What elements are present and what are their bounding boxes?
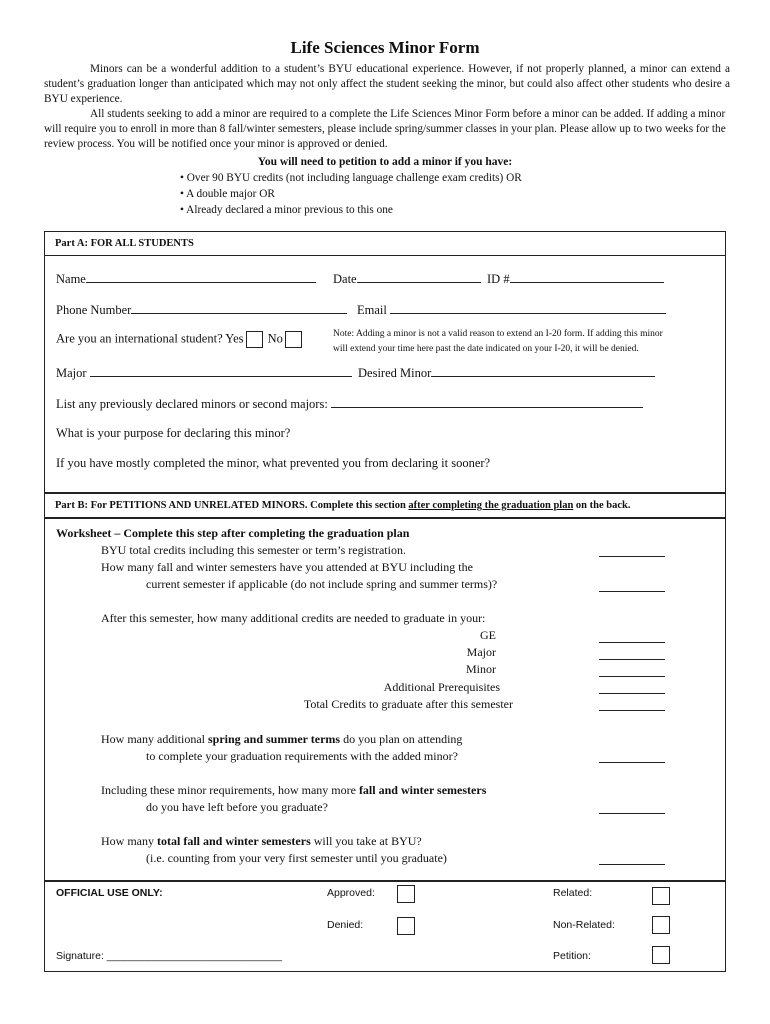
previous-minors-row [56,395,643,412]
prevented-question: If you have mostly completed the minor, what prevented you from declaring it sooner? [56,456,491,470]
ws-prereqs-label: Additional Prerequisites [383,680,500,694]
part-b-heading [55,500,630,511]
ws-q5-text: Including these minor requirements, how many more [101,783,359,797]
part-a-heading: Part A: FOR ALL STUDENTS [55,238,194,249]
ws-minor-answer[interactable] [599,675,665,677]
official-use-heading: OFFICIAL USE ONLY: [56,887,163,899]
yes-label: Yes [225,331,244,346]
ws-prereqs-answer[interactable] [599,692,665,694]
ws-q6-text: How many [101,834,157,848]
email-field[interactable] [390,301,666,314]
international-question: Are you an international student? [56,331,223,346]
previous-minors-label: List any previously declared minors or second majors: [56,397,328,411]
petition-checkbox[interactable] [652,946,670,964]
major-label: Major [56,366,87,380]
yes-checkbox[interactable] [246,331,263,348]
major-field[interactable] [90,364,352,377]
ws-spring-summer-answer[interactable] [599,761,665,763]
i20-note [333,327,713,357]
email-label: Email [357,303,387,317]
ws-semesters-answer[interactable] [599,590,665,592]
ws-spring-summer-question-line-2: to complete your graduation requirements with the added minor? [146,749,458,763]
ws-fall-winter-left-answer[interactable] [599,812,665,814]
ws-q4-bold: spring and summer terms [207,732,341,746]
phone-field[interactable] [131,301,347,314]
ws-ge-answer[interactable] [599,641,665,643]
related-label: Related: [553,887,593,899]
denied-label: Denied: [327,919,364,931]
petition-heading: You will need to petition to add a minor if you have: [257,156,513,168]
ws-total-semesters-question-line-2: (i.e. counting from your very first semester until you graduate) [146,851,447,865]
ws-total-semesters-question-line-1 [101,834,422,849]
i20-note-line-1: Note: Adding a minor is not a valid reason to extend an I-20 form. If adding this minor [333,329,663,339]
part-b-heading-text: Part B: For PETITIONS AND UNRELATED MINORS. Complete this section [55,500,409,511]
part-b-heading-underlined: after completing the graduation plan [408,500,574,511]
non-related-checkbox[interactable] [652,916,670,934]
date-row [333,270,481,287]
petition-bullet-2: • A double major OR [180,188,275,200]
no-label: No [267,331,283,346]
i20-note-line-2: will extend your time here past the date indicated on your I-20, it will be denied. [333,344,639,354]
ws-q6-bold: total fall and winter semesters [157,834,311,848]
approved-label: Approved: [327,887,375,899]
ws-q6-tail: will you take at BYU? [310,834,422,848]
ws-additional-credits-question: After this semester, how many additional credits are needed to graduate in your: [101,611,486,625]
petition-label: Petition: [553,950,591,962]
major-row [56,364,352,381]
ws-total-credits-answer[interactable] [599,555,665,557]
worksheet-heading: Worksheet – Complete this step after completing the graduation plan [56,526,410,540]
ws-semesters-question-line-2: current semester if applicable (do not include spring and summer terms)? [146,577,498,591]
date-label: Date [333,272,357,286]
ws-spring-summer-question-line-1 [101,732,462,747]
name-row [56,270,316,287]
intro-paragraph-1: Minors can be a wonderful addition to a student’s BYU educational experience. However, if not properly planned, a minor can extend a student’s graduation longer than anticipated which may not only affect the student seeking the minor, but could also affect other students who desire a BYU experience. [44,63,730,105]
no-checkbox[interactable] [285,331,302,348]
denied-checkbox[interactable] [397,917,415,935]
non-related-label: Non-Related: [553,919,615,931]
petition-bullet-3: • Already declared a minor previous to this one [180,204,393,216]
phone-label: Phone Number [56,303,132,317]
ws-fall-winter-left-question-line-2: do you have left before you graduate? [146,800,328,814]
date-field[interactable] [357,270,481,283]
ws-fall-winter-left-question-line-1 [101,783,486,798]
ws-q4-tail: do you plan on attending [340,732,463,746]
signature-field[interactable]: Signature: ______________________________ [56,950,282,962]
ws-q5-bold: fall and winter semesters [358,783,487,797]
desired-minor-label: Desired Minor [358,366,432,380]
email-row [357,301,666,318]
purpose-question: What is your purpose for declaring this minor? [56,426,291,440]
name-label: Name [56,272,86,286]
name-field[interactable] [86,270,316,283]
desired-minor-row [358,364,655,381]
ws-ge-label: GE [480,628,496,642]
ws-total-semesters-answer[interactable] [599,863,665,865]
part-b-heading-tail: on the back. [573,500,631,511]
previous-minors-field[interactable] [331,395,643,408]
intro-paragraph-2: All students seeking to add a minor are required to a complete the Life Sciences Minor Form before a minor can be added. If adding a minor will require you to enroll in more than 8 fall/winter semesters, please include spring/summer classes in your plan. Please allow up to two weeks for the review process. You will be notified once your minor is approved or denied. [44,108,726,150]
ws-major-label: Major [466,645,496,659]
id-field[interactable] [510,270,664,283]
ws-total-answer[interactable] [599,709,665,711]
approved-checkbox[interactable] [397,885,415,903]
ws-total-label: Total Credits to graduate after this semester [303,697,513,711]
ws-minor-label: Minor [466,662,496,676]
petition-bullet-1: • Over 90 BYU credits (not including language challenge exam credits) OR [180,172,522,184]
ws-q4-text: How many additional [101,732,208,746]
related-checkbox[interactable] [652,887,670,905]
international-row [56,331,304,348]
ws-major-answer[interactable] [599,658,665,660]
desired-minor-field[interactable] [431,364,655,377]
id-label: ID # [487,272,510,286]
ws-semesters-question-line-1: How many fall and winter semesters have you attended at BYU including the [101,560,473,574]
form-title: Life Sciences Minor Form [290,38,480,57]
phone-row [56,301,347,318]
ws-total-credits-question: BYU total credits including this semester or term’s registration. [101,543,406,557]
id-row [487,270,664,287]
